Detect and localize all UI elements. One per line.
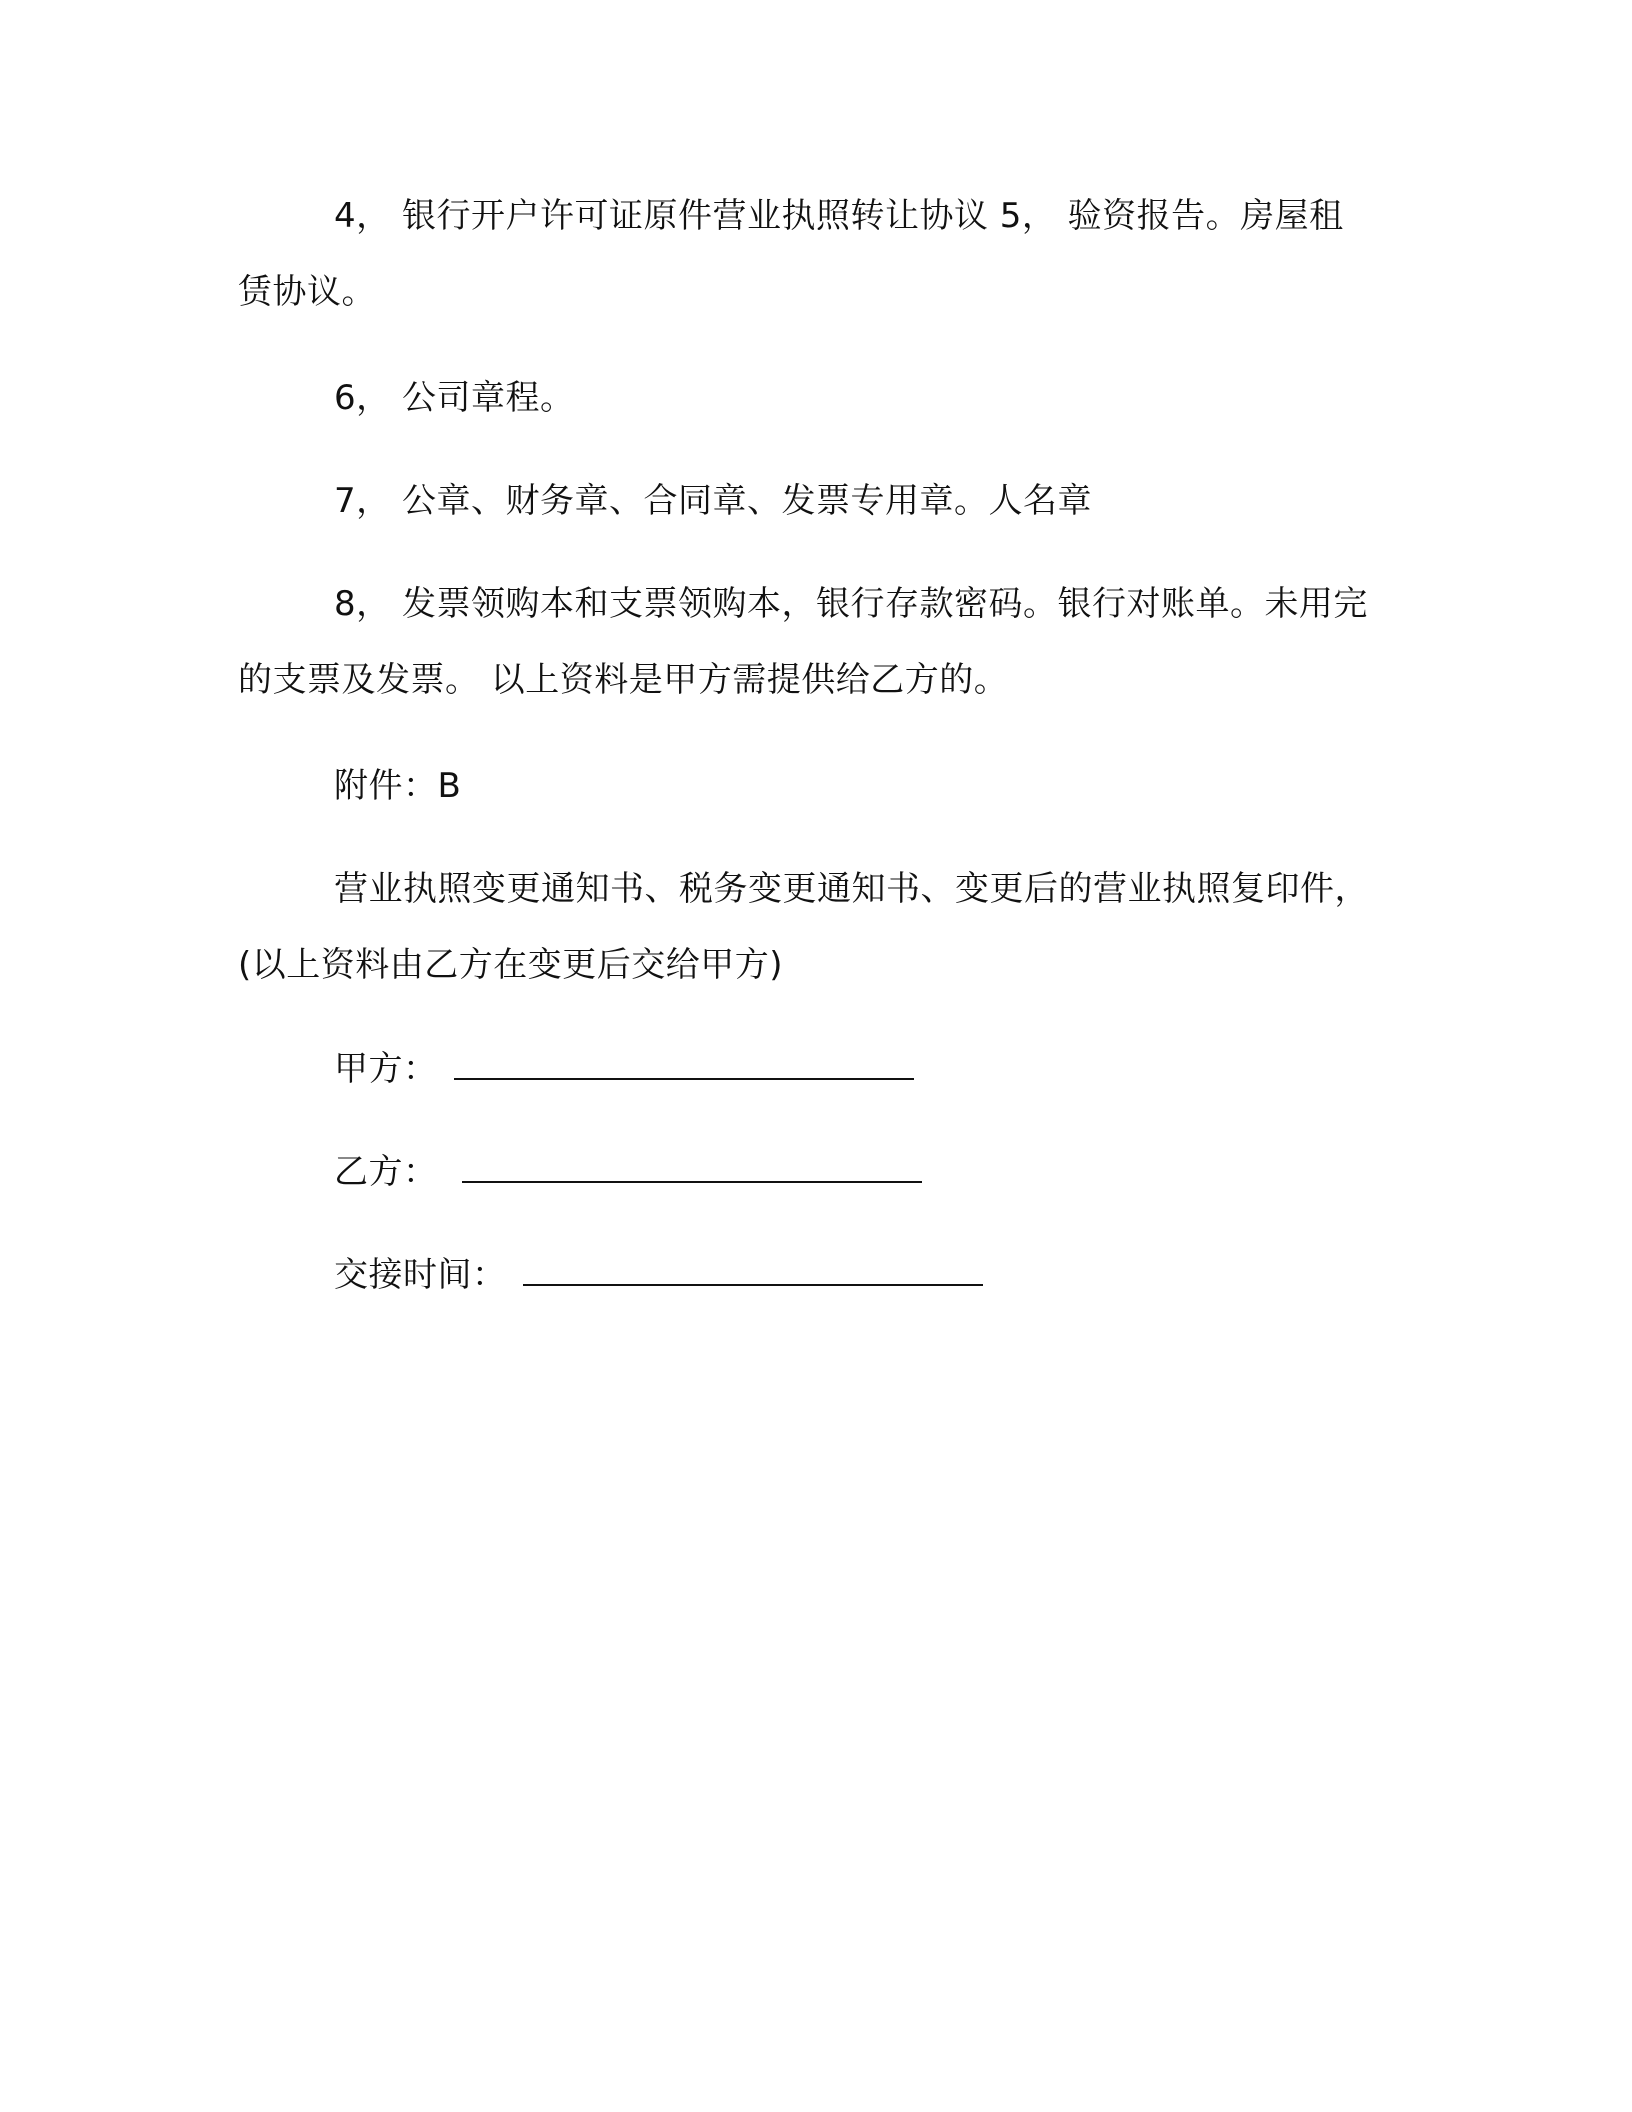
attachment-paragraph: 营业执照变更通知书、税务变更通知书、变更后的营业执照复印件，(以上资料由乙方在变更后交给甲方): [238, 869, 1369, 985]
paragraph-item-8: 8， 发票领购本和支票领购本，银行存款密码。银行对账单。未用完的支票及发票。 以上资料是甲方需提供给乙方的。: [238, 584, 1368, 700]
party-b-signature-row: [334, 1147, 922, 1197]
handover-time-label: 交接时间：: [334, 1255, 507, 1295]
party-b-label: 乙方：: [334, 1152, 438, 1192]
party-b-signature-line: [462, 1151, 922, 1183]
paragraph-item-6: 6， 公司章程。: [334, 378, 575, 418]
paragraph-item-7: 7， 公章、财务章、合同章、发票专用章。人名章: [334, 481, 1092, 521]
party-a-signature-row: [334, 1044, 914, 1094]
handover-time-row: [334, 1250, 983, 1300]
handover-time-line: [523, 1254, 983, 1286]
party-a-signature-line: [454, 1048, 914, 1080]
party-a-label: 甲方：: [334, 1049, 438, 1089]
paragraph-item-4: 4， 银行开户许可证原件营业执照转让协议 5， 验资报告。房屋租赁协议。: [238, 196, 1344, 312]
attachment-heading: 附件：B: [334, 766, 462, 806]
